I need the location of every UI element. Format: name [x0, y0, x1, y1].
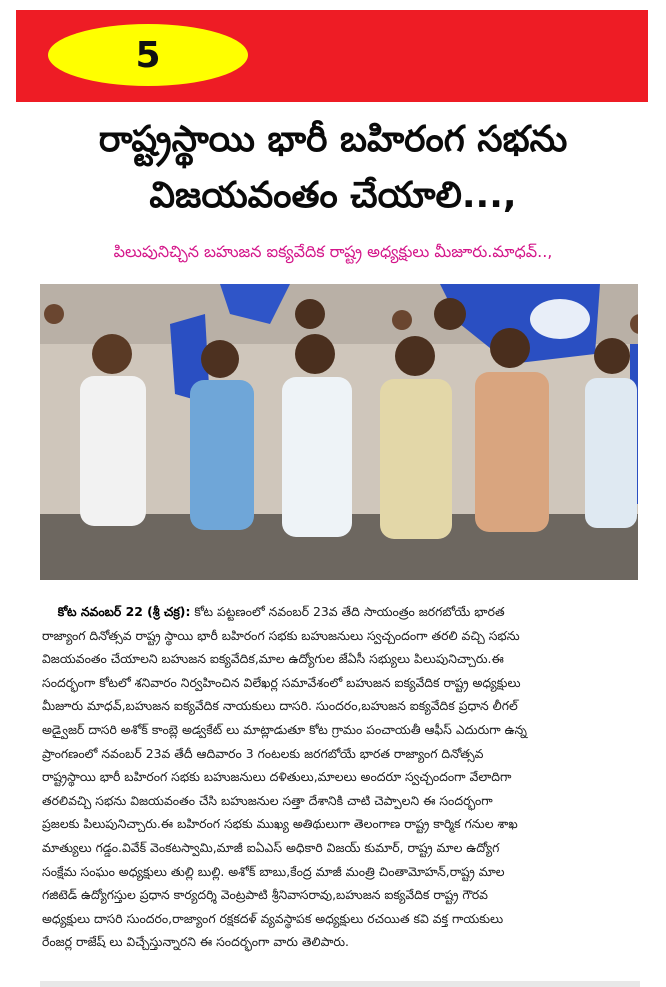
- article-line: మీజూరు మాధవ్,బహుజన ఐక్యవేదిక నాయకులు దాసరి. సుందరం,బహుజన ఐక్యవేదిక ప్రధాన లీగల్: [42, 698, 518, 714]
- headline-line-1: రాష్ట్రస్థాయి భారీ బహిరంగ సభను: [98, 119, 568, 160]
- article-line: గజిటెడ్ ఉద్యోగస్తుల ప్రధాన కార్యదర్శి వెంట్రపాటి శ్రీనివాసరావు,బహుజన ఐక్యవేదిక రాష్ట్ర గౌరవ: [42, 887, 488, 903]
- article-line: సంక్షేమ సంఘం అధ్యక్షులు తుల్లి బుల్లి. అశోక్ బాబు,కేంద్ర మాజీ మంత్రి చింతామోహన్,రాష్ట్ర మాల: [42, 863, 505, 879]
- article-first-line: [42, 600, 638, 624]
- headline: [0, 112, 666, 224]
- article-line: ప్రాంగణంలో నవంబర్ 23వ తేదీ ఆదివారం 3 గంటలకు జరగబోయే భారత రాజ్యాంగ దినోత్సవ: [42, 745, 484, 761]
- page-number: 5: [135, 34, 161, 76]
- article-line: తరలివచ్చి సభను విజయవంతం చేసి బహుజనుల సత్తా దేశానికి చాటి చెప్పాలని ఈ సందర్భంగా: [42, 792, 493, 808]
- article-line: ప్రజలకు పిలుపునిచ్చారు.ఈ బహిరంగ సభకు ముఖ్య అతిథులుగా తెలంగాణ రాష్ట్ర కార్మిక గనుల శాఖ: [42, 816, 518, 832]
- article-line: రేంజర్ల రాజేష్ లు విచ్చేస్తున్నారని ఈ సందర్భంగా వారు తెలిపారు.: [42, 934, 349, 950]
- article-line: సందర్భంగా కోటలో శనివారం నిర్వహించిన విలేఖర్ల సమావేశంలో బహుజన ఐక్యవేదిక రాష్ట్ర అధ్యక్షులు: [42, 674, 521, 690]
- article-line: రాష్ట్రస్థాయి భారీ బహిరంగ సభకు బహుజనులు దళితులు,మాలలు అందరూ స్వచ్చందంగా వేలాదిగా: [42, 769, 512, 785]
- news-photo: [40, 284, 638, 580]
- page-banner: [16, 10, 648, 102]
- page-number-badge: [48, 24, 248, 86]
- article-line: అడ్వైజర్ దాసరి అశోక్ కాంబ్లె అడ్వకేట్ లు మాట్లాడుతూ కోట గ్రామం పంచాయతీ ఆఫీస్ ఎదురుగా ఉన్న: [42, 721, 527, 737]
- article-line: రాజ్యాంగ దినోత్సవ రాష్ట్ర స్థాయి భారీ బహిరంగ సభకు బహుజనులు స్వచ్చందంగా తరలి వచ్చి సభను: [42, 627, 520, 643]
- subheadline: పిలుపునిచ్చిన బహుజన ఐక్యవేదిక రాష్ట్ర అధ్యక్షులు మీజూరు.మాధవ్..,: [113, 242, 553, 261]
- cut-off-next-line: [40, 968, 640, 987]
- article-body: [42, 600, 638, 954]
- headline-line-2: విజయవంతం చేయాలి...,: [149, 175, 517, 216]
- article-line: అధ్యక్షులు దాసరి సుందరం,రాజ్యాంగ రక్షకదళ్ వ్యవస్థాపక అధ్యక్షులు రచయిత కవి వక్త గాయకులు: [42, 910, 504, 926]
- article-line: కోట పట్టణంలో నవంబర్ 23వ తేది సాయంత్రం జరగబోయే భారత: [194, 604, 505, 619]
- article-line: మాత్యులు గడ్డం.వివేక్ వెంకటస్వామి,మాజీ ఐఏఎస్ అధికారి విజయ్ కుమార్, రాష్ట్ర మాల ఉద్యోగ: [42, 839, 500, 855]
- article-line: విజయవంతం చేయాలని బహుజన ఐక్యవేదిక,మాల ఉద్యోగుల జేఏసీ సభ్యులు పిలుపునిచ్చారు.ఈ: [42, 651, 504, 667]
- dateline: కోట నవంబర్ 22 (శ్రీ చక్ర):: [57, 604, 191, 619]
